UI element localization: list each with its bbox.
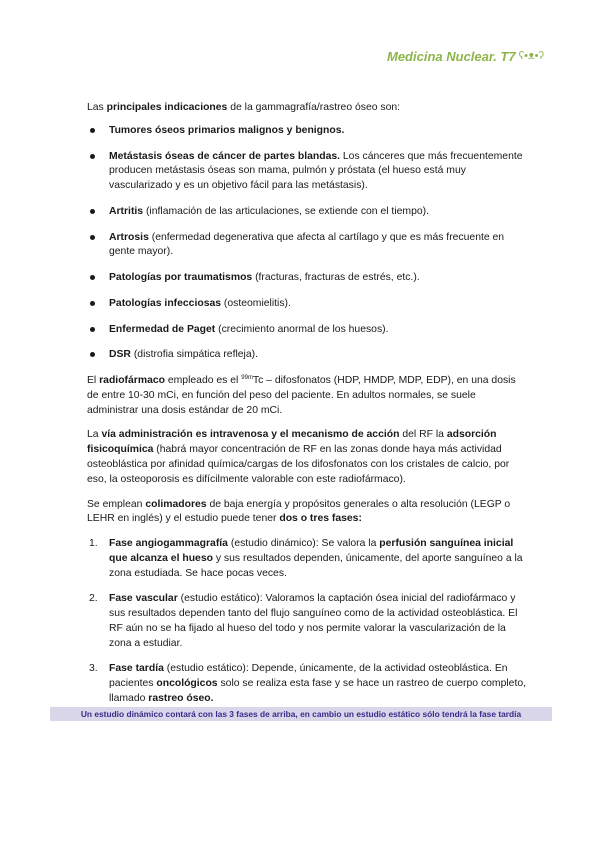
- bullet-icon: [90, 327, 95, 332]
- bear-ornament: ʕ•ᴥ•ʔ: [518, 50, 544, 63]
- indication-item: Patologías infecciosas (osteomielitis).: [87, 297, 529, 312]
- phase-item: 3. Fase tardía (estudio estático): Depende, únicamente, de la actividad osteoblástica. En pacientes oncológicos solo se realiza esta fase y se hace un rastreo de cuerpo completo, llamado rastreo óseo.: [89, 663, 527, 704]
- phase-item: 1. Fase angiogammagrafía (estudio dinámico): Se valora la perfusión sanguínea inicial que alcanza el hueso y sus resultados dependen, únicamente, del aporte sanguíneo a la zona estudiada. Se hace pocas veces.: [89, 538, 523, 579]
- intro-paragraph: Las principales indicaciones de la gammagrafía/rastreo óseo son:: [87, 102, 401, 113]
- indication-item: Enfermedad de Paget (crecimiento anormal de los huesos).: [87, 323, 529, 338]
- indications-list: [87, 124, 529, 363]
- phase-number: 1.: [89, 538, 98, 550]
- header-title: Medicina Nuclear. T7: [387, 49, 516, 64]
- indication-item: Tumores óseos primarios malignos y benignos.: [87, 124, 529, 139]
- summary-highlight: Un estudio dinámico contará con las 3 fases de arriba, en cambio un estudio estático sólo tendrá la fase tardía: [50, 707, 552, 721]
- page-header: [387, 48, 544, 66]
- bullet-icon: [90, 275, 95, 280]
- bullet-icon: [90, 235, 95, 240]
- bullet-icon: [90, 128, 95, 133]
- indication-item: DSR (distrofia simpática refleja).: [87, 348, 529, 363]
- indication-item: Metástasis óseas de cáncer de partes blandas. Los cánceres que más frecuentemente producen metástasis óseas son mama, pulmón y próstata (el hueso está muy vascularizado y es un objetivo fácil para las metástasis).: [87, 150, 529, 194]
- radiopharmaceutical-paragraph: El radiofármaco empleado es el $^{99m}$Tc – difosfonatos (HDP, HMDP, MDP, EDP), en una dosis de entre 10-30 mCi, en función del peso del paciente. En adultos normales, se suele administrar una dosis estándar de 20 mCi.: [87, 375, 516, 416]
- indication-item: Artritis (inflamación de las articulaciones, se extiende con el tiempo).: [87, 205, 529, 220]
- mechanism-paragraph: La vía administración es intravenosa y el mecanismo de acción del RF la adsorción fisicoquímica (habrá mayor concentración de RF en las zonas donde haya más actividad osteoblástica por afinidad química/cargas de los difosfonatos con los cristales de calcio, por eso, la osteoporosis es difícilmente valorable con este radiofármaco).: [87, 429, 510, 485]
- indication-item: Artrosis (enfermedad degenerativa que afecta al cartílago y que es más frecuente en gente mayor).: [87, 231, 529, 261]
- phase-number: 3.: [89, 663, 98, 675]
- intro-bold: principales indicaciones: [106, 102, 228, 113]
- phase-item: 2. Fase vascular (estudio estático): Valoramos la captación ósea inicial del radiofármaco y sus resultados dependen tanto del flujo sanguíneo como de la actividad osteoblástica. El RF aún no se ha fijado al hueso del todo y nos permite valorar la vascularización de la zona a estudiar.: [89, 593, 518, 649]
- main-content: [87, 101, 529, 718]
- bullet-icon: [90, 209, 95, 214]
- phase-number: 2.: [89, 593, 98, 605]
- bullet-icon: [90, 154, 95, 159]
- collimators-paragraph: Se emplean colimadores de baja energía y propósitos generales o alta resolución (LEGP o LEHR en inglés) y el estudio puede tener dos o tres fases:: [87, 498, 511, 525]
- phases-list: [87, 537, 529, 707]
- bullet-icon: [90, 301, 95, 306]
- indication-item: Patologías por traumatismos (fracturas, fracturas de estrés, etc.).: [87, 271, 529, 286]
- bullet-icon: [90, 352, 95, 357]
